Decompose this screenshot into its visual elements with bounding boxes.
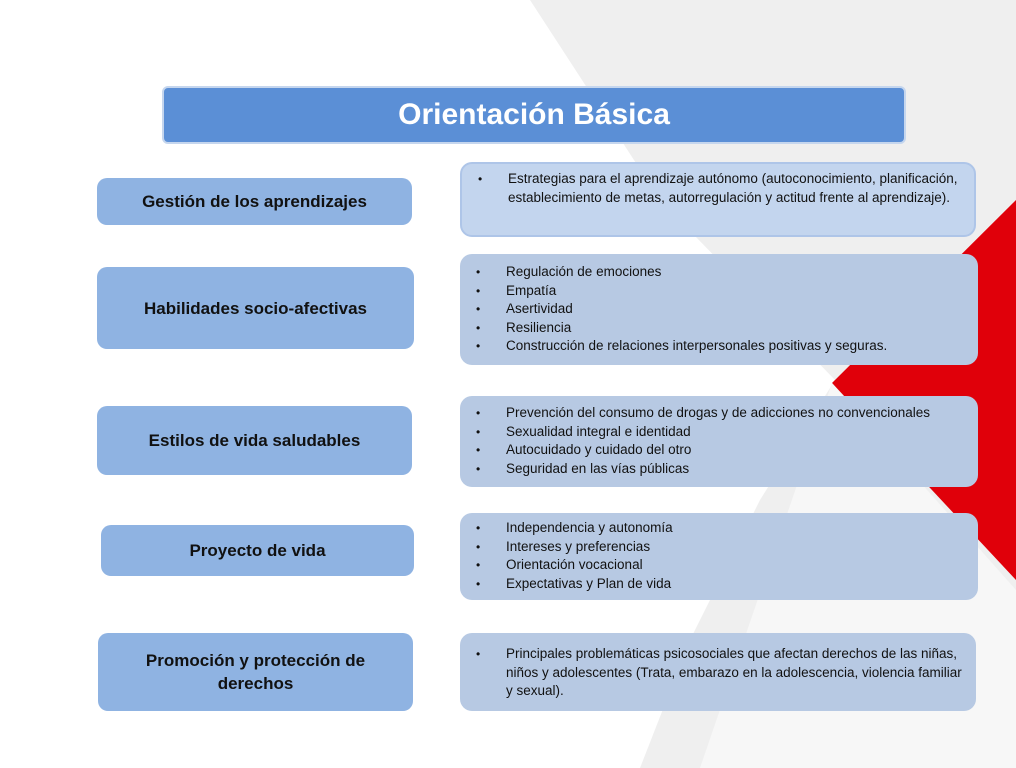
bullet-icon: • [476, 283, 481, 298]
bullet-icon: • [476, 539, 481, 554]
list-item-text: Principales problemáticas psicosociales que afectan derechos de las niñas, niños y adolescentes (Trata, embarazo en la adolescencia, violencia familiar y sexual). [506, 646, 962, 698]
list-item-text: Asertividad [506, 301, 573, 316]
topic-box-gestion [97, 178, 412, 225]
list-item-text: Sexualidad integral e identidad [506, 423, 691, 439]
list-item [474, 645, 966, 701]
page-title: Orientación Básica [398, 98, 670, 131]
detail-box-estilos [460, 396, 978, 487]
bullet-icon: • [476, 647, 481, 661]
list-item-text: Empatía [506, 282, 557, 298]
list-item-text: Orientación vocacional [506, 557, 643, 572]
list-item-text: Resiliencia [506, 319, 572, 335]
list-item [474, 319, 968, 338]
detail-list [474, 404, 968, 478]
topic-label: Proyecto de vida [189, 541, 326, 560]
topic-box-promocion [98, 633, 413, 711]
topic-box-proyecto [101, 525, 414, 576]
list-item [474, 300, 968, 319]
list-item-text: Estrategias para el aprendizaje autónomo (autoconocimiento, planificación, establecimiento de metas, autorregulación y actitud frente al aprendizaje). [508, 171, 958, 205]
topic-label: Estilos de vida saludables [148, 431, 361, 450]
detail-list [474, 645, 966, 701]
list-item-text: Independencia y autonomía [506, 520, 673, 535]
list-item-text: Expectativas y Plan de vida [506, 575, 672, 591]
detail-box-proyecto [460, 513, 978, 600]
detail-box-promocion [460, 633, 976, 711]
list-item [476, 170, 964, 207]
bullet-icon: • [476, 302, 481, 316]
bullet-icon: • [476, 406, 481, 420]
list-item [474, 575, 968, 594]
bullet-icon: • [476, 558, 481, 572]
list-item-text: Regulación de emociones [506, 264, 662, 279]
bullet-icon: • [476, 339, 481, 353]
list-item-text: Construcción de relaciones interpersonales positivas y seguras. [506, 338, 888, 353]
list-item [474, 423, 968, 442]
bullet-icon: • [476, 443, 481, 457]
list-item [474, 404, 968, 423]
title-banner [162, 86, 906, 144]
list-item [474, 556, 968, 575]
topic-label: Habilidades socio-afectivas [144, 298, 367, 318]
list-item [474, 460, 968, 479]
list-item [474, 519, 968, 538]
bullet-icon: • [478, 172, 483, 186]
topic-label: Promoción y protección de derechos [145, 651, 366, 693]
bullet-icon: • [476, 521, 481, 535]
detail-list [474, 519, 968, 593]
bullet-icon: • [476, 461, 481, 476]
detail-list [476, 170, 964, 207]
topic-box-estilos [97, 406, 412, 475]
detail-list [474, 263, 968, 356]
list-item-text: Intereses y preferencias [506, 538, 651, 554]
list-item [474, 441, 968, 460]
topic-label: Gestión de los aprendizajes [142, 192, 367, 211]
detail-box-gestion [460, 162, 976, 237]
bullet-icon: • [476, 320, 481, 335]
bullet-icon: • [476, 576, 481, 591]
list-item [474, 263, 968, 282]
list-item [474, 337, 968, 356]
list-item-text: Prevención del consumo de drogas y de adicciones no convencionales [506, 405, 931, 420]
list-item [474, 282, 968, 301]
topic-box-habilidades [97, 267, 414, 349]
list-item-text: Seguridad en las vías públicas [506, 460, 690, 476]
list-item-text: Autocuidado y cuidado del otro [506, 442, 692, 457]
detail-box-habilidades [460, 254, 978, 365]
list-item [474, 538, 968, 557]
bullet-icon: • [476, 424, 481, 439]
bullet-icon: • [476, 265, 481, 279]
